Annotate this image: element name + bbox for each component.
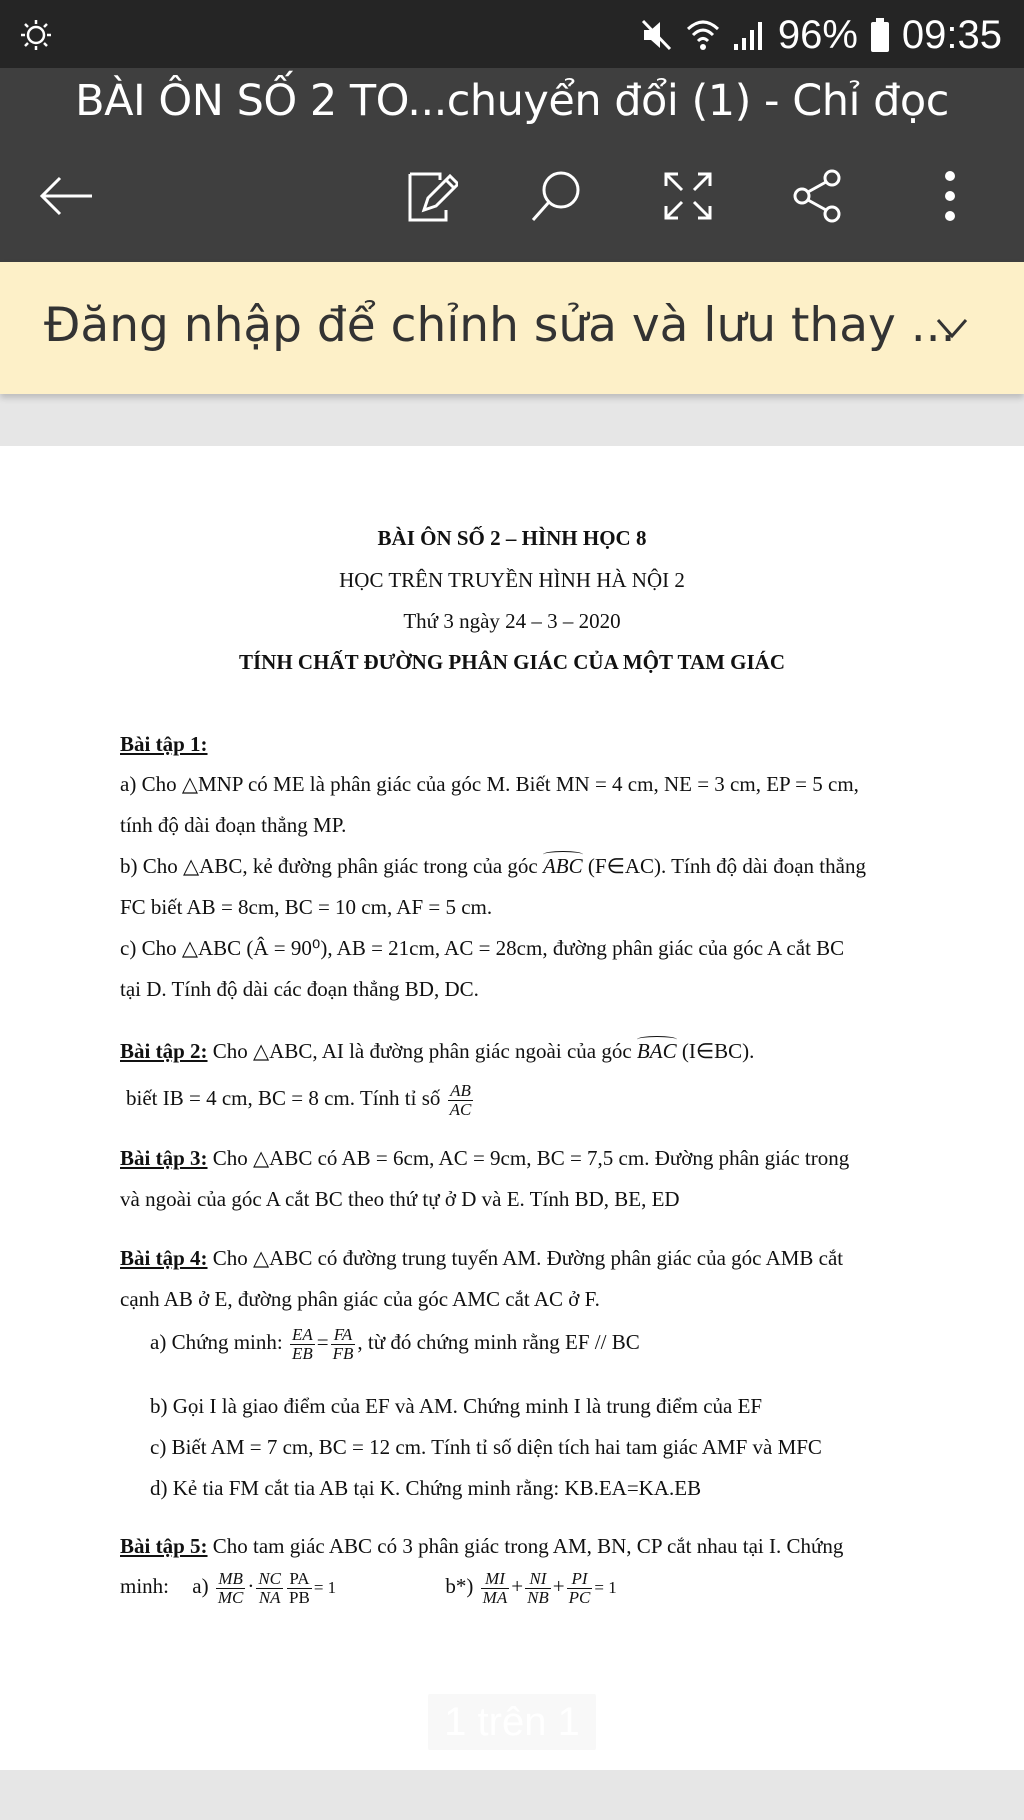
exercise-2-label: Bài tập 2: [120, 1039, 208, 1063]
brightness-settings-icon [14, 18, 54, 52]
exercise-2-line1 [120, 1039, 754, 1064]
sign-in-banner[interactable] [0, 262, 1024, 394]
fraction-mi-ma: $\frac{MI}{MA}$ [482, 1569, 508, 1607]
exercise-2-line2 [126, 1082, 475, 1119]
fullscreen-button[interactable] [656, 164, 720, 228]
fraction-mb-mc: $\frac{MB}{MC}$ [217, 1569, 244, 1607]
exercise-5a-label: a) [192, 1574, 209, 1599]
exercise-5-minh: minh: [120, 1574, 170, 1599]
fullscreen-icon [662, 170, 714, 222]
exercise-5b-equals: = 1 [594, 1578, 617, 1598]
clock-time: 09:35 [901, 12, 1002, 57]
search-icon [528, 168, 584, 224]
exercise-1c-line1: c) Cho △ABC (Â = 90⁰), AB = 21cm, AC = 28cm, đường phân giác của góc A cắt BC [120, 936, 845, 960]
search-button[interactable] [524, 164, 588, 228]
exercise-5-formulas [120, 1570, 617, 1607]
more-options-button[interactable] [918, 164, 982, 228]
edit-button[interactable] [398, 164, 462, 228]
angle-bac: BAC [636, 1039, 677, 1063]
fraction-ni-nb: $\frac{NI}{NB}$ [527, 1569, 549, 1607]
exercise-3-label: Bài tập 3: [120, 1146, 208, 1170]
equals-sign: = [316, 1330, 329, 1355]
exercise-1b-text-pre: b) Cho △ABC, kẻ đường phân giác trong của góc [120, 854, 543, 878]
exercise-1-label: Bài tập 1: [120, 732, 208, 756]
exercise-4a [150, 1326, 640, 1363]
page-indicator: 1 trên 1 [428, 1694, 596, 1750]
doc-heading-title: BÀI ÔN SỐ 2 – HÌNH HỌC 8 [377, 526, 647, 550]
sign-in-banner-text[interactable]: Đăng nhập để chỉnh sửa và lưu thay ... [44, 298, 956, 353]
exercise-2-text-post: (I∈BC). [676, 1039, 755, 1063]
exercise-5-text: Cho tam giác ABC có 3 phân giác trong AM, BN, CP cắt nhau tại I. Chứng [207, 1534, 844, 1558]
ratio-ab-ac: $\frac{AB}{AC}$ [449, 1081, 472, 1119]
exercise-5b-label: b*) [445, 1574, 474, 1599]
exercise-1c-line2: tại D. Tính độ dài các đoạn thẳng BD, DC. [120, 977, 479, 1001]
battery-percent: 96% [777, 12, 858, 57]
exercise-4a-post: , từ đó chứng minh rằng EF // BC [357, 1330, 640, 1355]
exercise-4c: c) Biết AM = 7 cm, BC = 12 cm. Tính tỉ số diện tích hai tam giác AMF và MFC [150, 1435, 822, 1459]
plus-sign-1: + [511, 1574, 524, 1599]
doc-heading-topic: TÍNH CHẤT ĐƯỜNG PHÂN GIÁC CỦA MỘT TAM GIÁC [238, 650, 786, 674]
doc-heading-date: Thứ 3 ngày 24 – 3 – 2020 [403, 609, 621, 633]
exercise-4a-pre: a) Chứng minh: [150, 1330, 288, 1355]
plus-sign-2: + [552, 1574, 565, 1599]
chevron-down-icon [930, 306, 974, 350]
app-toolbar [0, 68, 1024, 262]
exercise-1b-line1 [120, 854, 866, 879]
wifi-icon [686, 17, 720, 53]
edit-icon [402, 168, 458, 224]
exercise-4-text: Cho △ABC có đường trung tuyến AM. Đường phân giác của góc AMB cắt [207, 1246, 844, 1270]
exercise-4b: b) Gọi I là giao điểm của EF và AM. Chứng minh I là trung điểm của EF [150, 1394, 763, 1418]
more-icon [940, 168, 960, 224]
exercise-1a-line2: tính độ dài đoạn thẳng MP. [120, 813, 347, 837]
banner-expand-button[interactable] [930, 306, 974, 350]
share-button[interactable] [786, 164, 850, 228]
exercise-4-line1 [120, 1246, 843, 1271]
mute-icon [638, 17, 674, 53]
dot-operator: · [247, 1574, 255, 1599]
exercise-2-text: biết IB = 4 cm, BC = 8 cm. Tính tỉ số [126, 1086, 441, 1111]
exercise-3-text: Cho △ABC có AB = 6cm, AC = 9cm, BC = 7,5 cm. Đường phân giác trong [207, 1146, 850, 1170]
back-button[interactable] [34, 164, 98, 228]
exercise-4d: d) Kẻ tia FM cắt tia AB tại K. Chứng minh rằng: KB.EA=KA.EB [150, 1476, 702, 1500]
exercise-1b-text-post: (F∈AC). Tính độ dài đoạn thẳng [582, 854, 866, 878]
back-arrow-icon [36, 171, 96, 221]
exercise-4-line2: cạnh AB ở E, đường phân giác của góc AMC cắt AC ở F. [120, 1287, 600, 1311]
battery-icon [870, 17, 890, 53]
angle-abc: ABC [542, 854, 583, 878]
exercise-2-text-pre: Cho △ABC, AI là đường phân giác ngoài của góc [207, 1039, 637, 1063]
exercise-5-label: Bài tập 5: [120, 1534, 208, 1558]
exercise-4-label: Bài tập 4: [120, 1246, 208, 1270]
fraction-fa-fb: $\frac{FA}{FB}$ [332, 1325, 354, 1363]
status-bar [0, 0, 1024, 68]
share-icon [790, 168, 846, 224]
exercise-5-line1 [120, 1534, 843, 1559]
doc-heading-subtitle: HỌC TRÊN TRUYỀN HÌNH HÀ NỘI 2 [339, 568, 685, 592]
fraction-ea-eb: $\frac{EA}{EB}$ [291, 1325, 313, 1363]
fraction-nc-na: $\frac{NC}{NA}$ [258, 1569, 282, 1607]
exercise-1a-line1: a) Cho △MNP có ME là phân giác của góc M. Biết MN = 4 cm, NE = 3 cm, EP = 5 cm, [120, 772, 859, 796]
fraction-pa-pb: $\frac{PA}{PB}$ [289, 1569, 310, 1607]
exercise-3-line2: và ngoài của góc A cắt BC theo thứ tự ở D và E. Tính BD, BE, ED [120, 1187, 680, 1211]
document-title: BÀI ÔN SỐ 2 TO...chuyển đổi (1) - Chỉ đọc [75, 76, 949, 126]
document-page [0, 446, 1024, 1770]
exercise-1b-line2: FC biết AB = 8cm, BC = 10 cm, AF = 5 cm. [120, 895, 493, 919]
signal-icon [732, 18, 766, 52]
exercise-3-line1 [120, 1146, 849, 1171]
fraction-pi-pc: $\frac{PI}{PC}$ [568, 1569, 591, 1607]
exercise-5a-equals: = 1 [313, 1578, 337, 1598]
